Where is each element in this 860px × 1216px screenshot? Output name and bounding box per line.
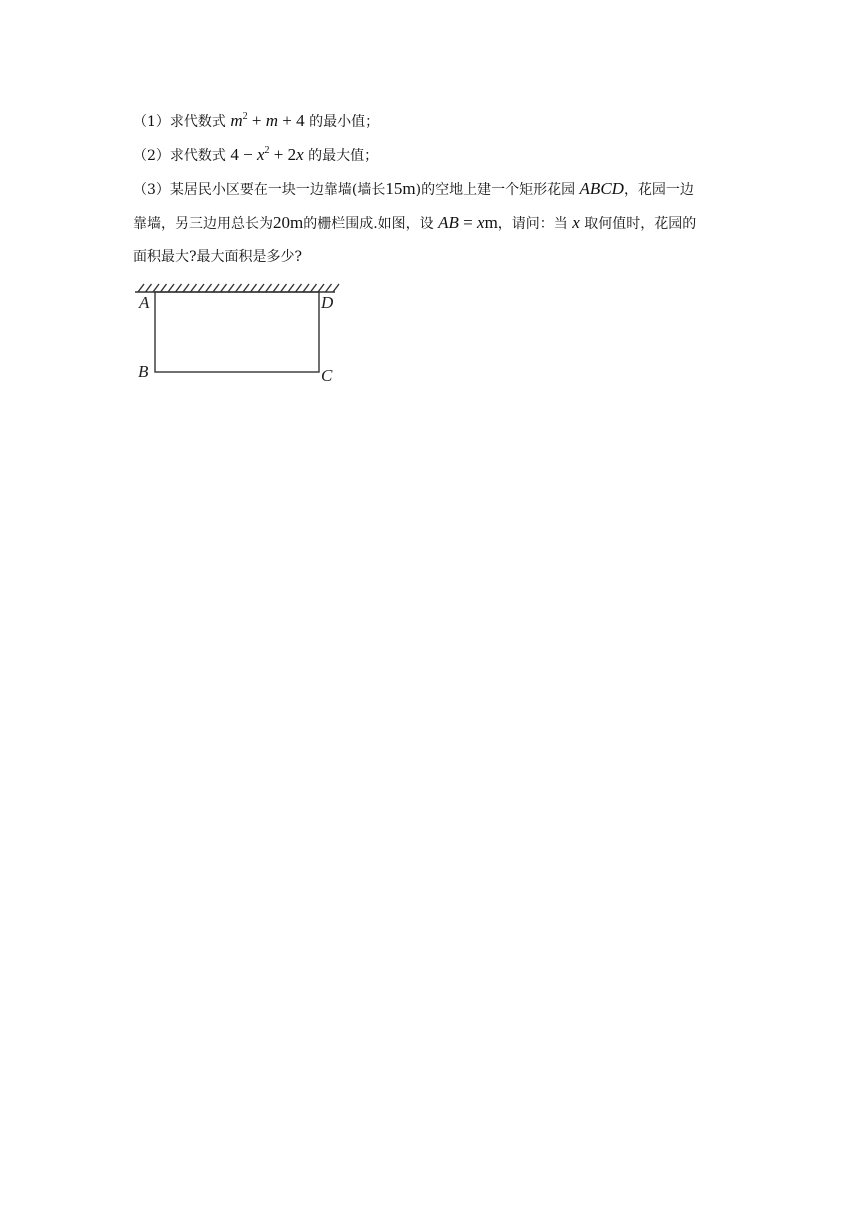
hatch-marks bbox=[138, 284, 339, 292]
problem-3-line-3 bbox=[133, 246, 302, 268]
hatch-mark bbox=[138, 284, 144, 292]
problem-2-number: （2） bbox=[133, 148, 170, 164]
hatch-mark bbox=[266, 284, 272, 292]
hatch-mark bbox=[243, 284, 249, 292]
hatch-mark bbox=[153, 284, 159, 292]
hatch-mark bbox=[191, 284, 197, 292]
hatch-mark bbox=[213, 284, 219, 292]
wall-hatching bbox=[135, 284, 339, 292]
problem-2-expression: $4 - x^2 + 2x$ bbox=[230, 145, 304, 164]
hatch-mark bbox=[183, 284, 189, 292]
hatch-mark bbox=[228, 284, 234, 292]
hatch-mark bbox=[318, 284, 324, 292]
hatch-mark bbox=[206, 284, 212, 292]
label-d: D bbox=[321, 293, 334, 312]
problem-3-text-2c: ，请问：当 bbox=[497, 216, 568, 232]
problem-1-text-before: 求代数式 bbox=[169, 114, 226, 130]
rectangle-name: ABCD bbox=[579, 179, 624, 198]
hatch-mark bbox=[198, 284, 204, 292]
hatch-mark bbox=[333, 284, 339, 292]
hatch-mark bbox=[176, 284, 182, 292]
label-b: B bbox=[138, 362, 149, 381]
problem-2-text-before: 求代数式 bbox=[169, 148, 226, 164]
garden-figure bbox=[130, 280, 370, 390]
garden-rectangle bbox=[155, 292, 319, 372]
hatch-mark bbox=[236, 284, 242, 292]
hatch-mark bbox=[258, 284, 264, 292]
hatch-mark bbox=[311, 284, 317, 292]
problem-1-number: （1） bbox=[133, 114, 170, 130]
fence-length-value: 20m bbox=[273, 213, 304, 232]
problem-1-expression: $m^2 + m + 4$ bbox=[230, 111, 305, 130]
problem-1-text-after: 的最小值； bbox=[309, 114, 380, 130]
problem-3-text-1c: ，花园一边 bbox=[623, 182, 694, 198]
hatch-mark bbox=[303, 284, 309, 292]
variable-x: x bbox=[572, 213, 580, 232]
garden-diagram bbox=[130, 280, 370, 390]
problem-3-text-1a: 某居民小区要在一块一边靠墙(墙长 bbox=[169, 182, 386, 198]
problem-3-text-2d: 取何值时，花园的 bbox=[584, 216, 697, 232]
hatch-mark bbox=[168, 284, 174, 292]
hatch-mark bbox=[288, 284, 294, 292]
hatch-mark bbox=[326, 284, 332, 292]
ab-equation: AB = xm bbox=[438, 213, 498, 232]
hatch-mark bbox=[221, 284, 227, 292]
problem-3-text-3: 面积最大?最大面积是多少? bbox=[133, 249, 303, 265]
hatch-mark bbox=[251, 284, 257, 292]
hatch-mark bbox=[273, 284, 279, 292]
label-c: C bbox=[321, 366, 333, 385]
problem-3-number: （3） bbox=[133, 182, 170, 198]
hatch-mark bbox=[146, 284, 152, 292]
problem-2-text-after: 的最大值； bbox=[308, 148, 379, 164]
problem-3-text-1b: )的空地上建一个矩形花园 bbox=[415, 182, 576, 198]
problem-1 bbox=[133, 110, 379, 133]
wall-length-value: 15m bbox=[385, 179, 416, 198]
hatch-mark bbox=[161, 284, 167, 292]
hatch-mark bbox=[281, 284, 287, 292]
problem-3-text-2a: 靠墙，另三边用总长为 bbox=[133, 216, 273, 232]
problem-3-text-2b: 的栅栏围成.如图，设 bbox=[303, 216, 434, 232]
problem-2 bbox=[133, 144, 378, 167]
problem-3-line-1 bbox=[133, 178, 694, 201]
label-a: A bbox=[139, 293, 150, 312]
problem-3-line-2 bbox=[133, 212, 696, 235]
hatch-mark bbox=[296, 284, 302, 292]
